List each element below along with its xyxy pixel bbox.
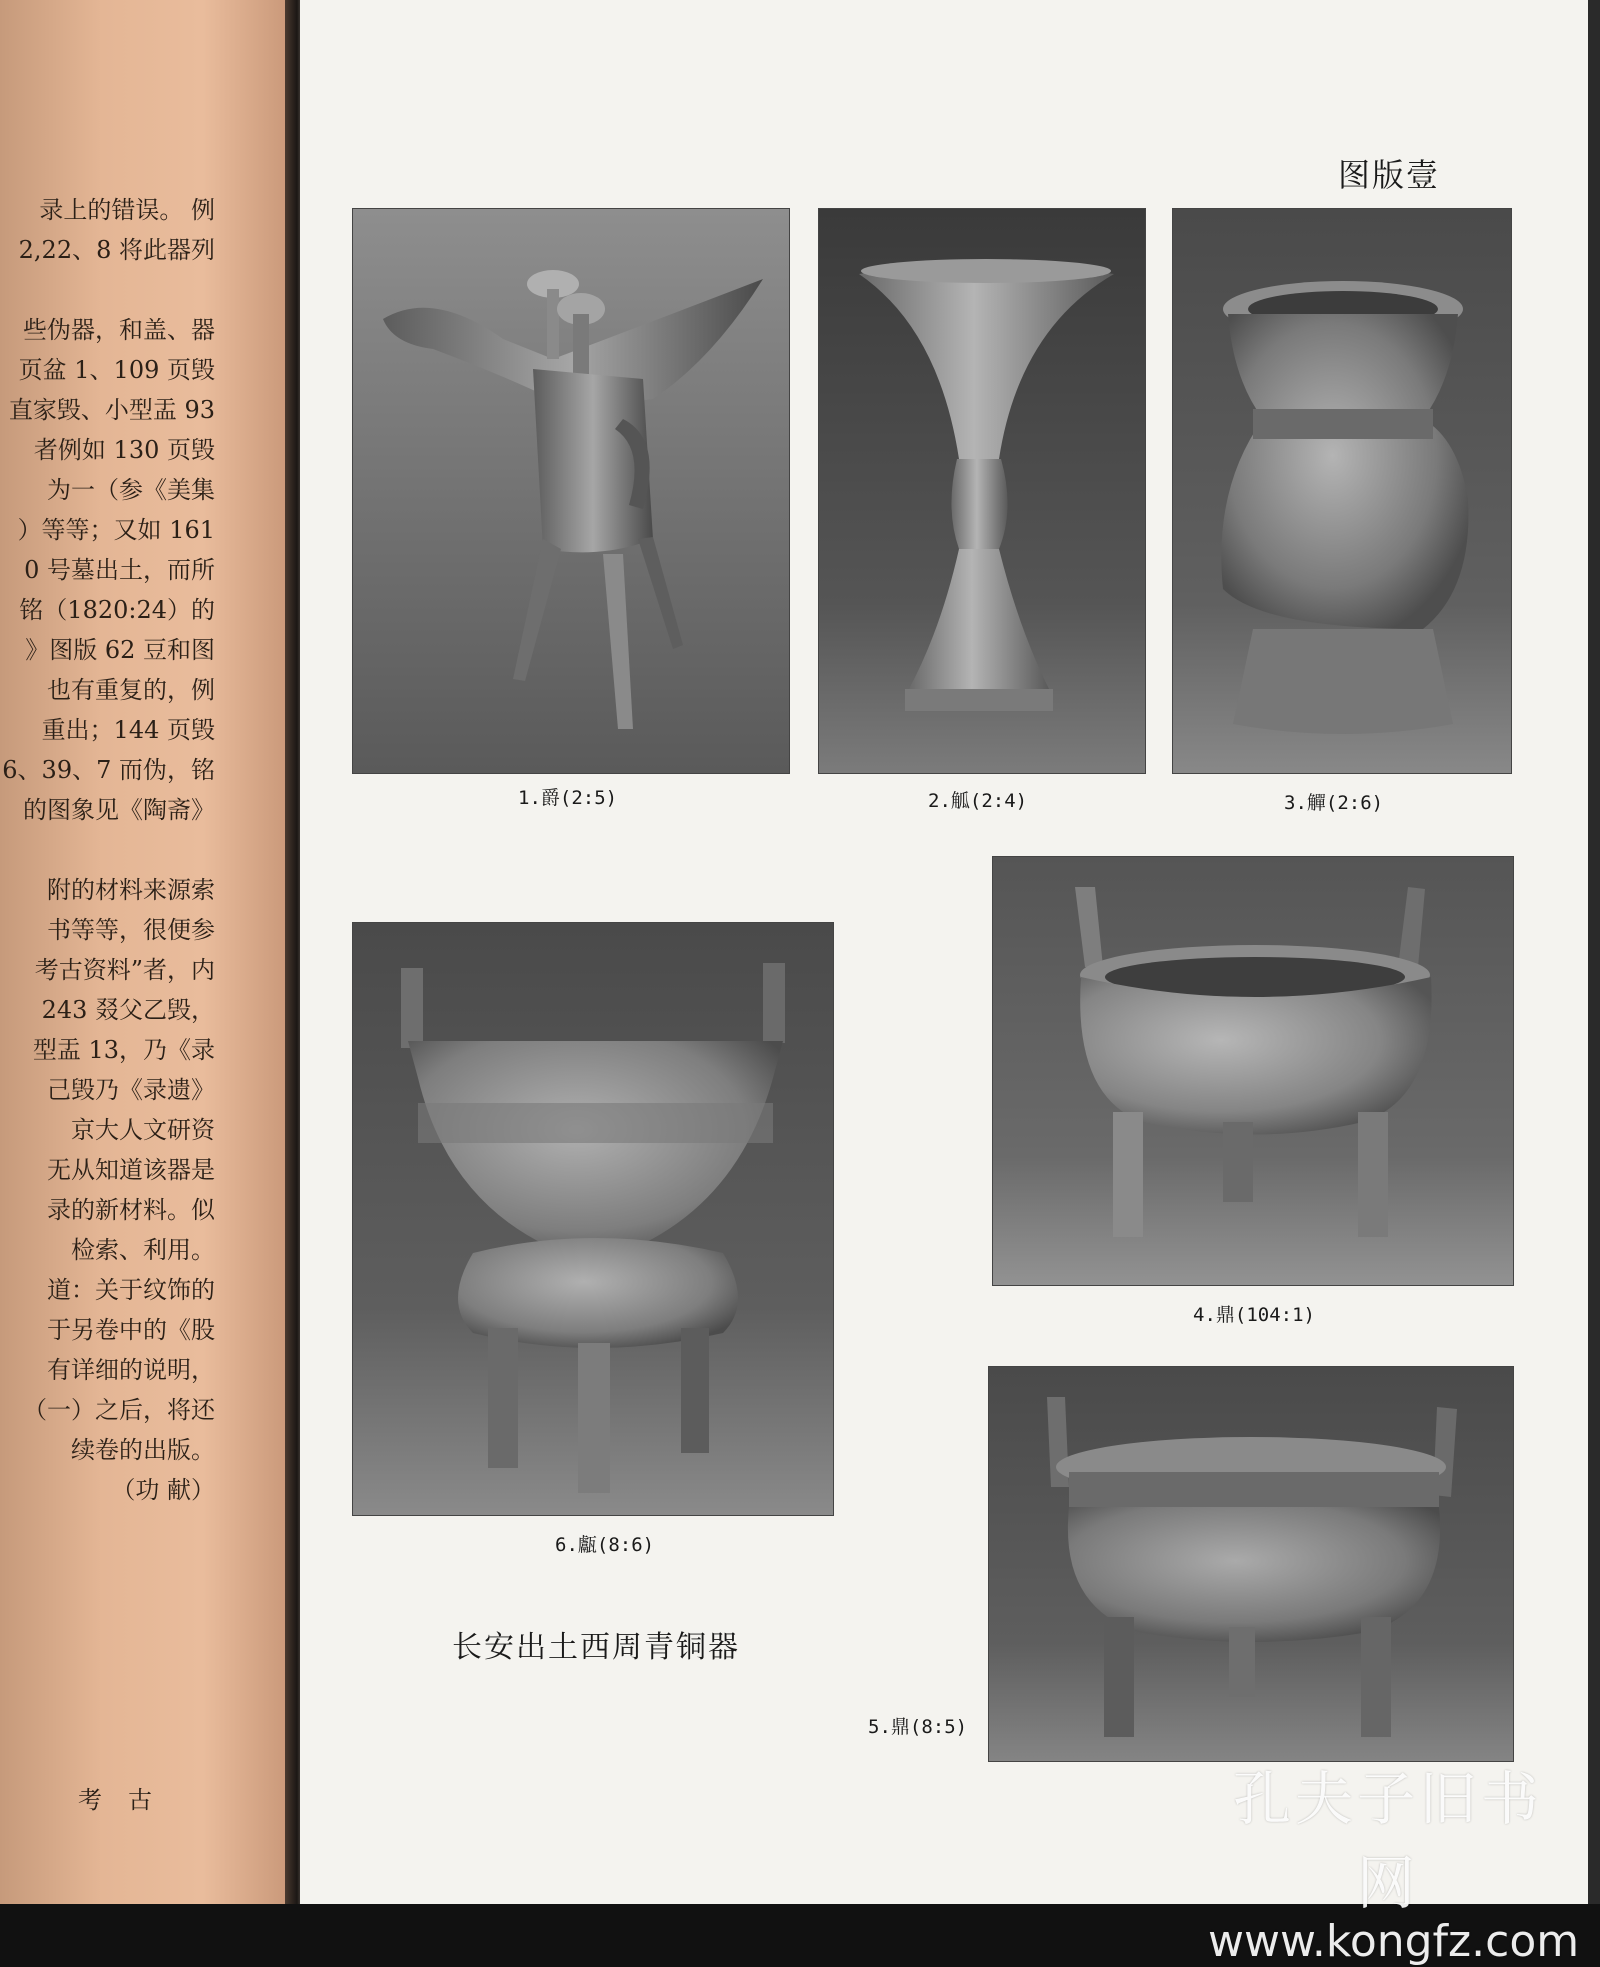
left-page-text bbox=[0, 190, 215, 1510]
text-line: 者例如 130 页毁 bbox=[33, 436, 215, 464]
text-line: 0 号墓出土，而所 bbox=[24, 556, 215, 584]
photo-ding-8 bbox=[988, 1366, 1514, 1762]
text-line: ）等等；又如 161 bbox=[17, 516, 215, 544]
ding-8-vessel-image bbox=[989, 1367, 1513, 1761]
text-line: 型盂 13，乃《录 bbox=[32, 1036, 215, 1064]
text-line: 243 叕父乙毁， bbox=[41, 996, 215, 1024]
text-line: 于另卷中的《股 bbox=[47, 1316, 215, 1344]
text-line: 铭（1820:24）的 bbox=[19, 596, 215, 624]
caption-ding-104: 4.鼎(104:1) bbox=[1193, 1304, 1315, 1326]
text-line: 6、39、7 而伪，铭 bbox=[2, 756, 215, 784]
text-line: 录上的错误。 例 bbox=[39, 196, 215, 224]
text-line: 书等等，很便参 bbox=[47, 916, 215, 944]
text-line: 页盆 1、109 页毁 bbox=[18, 356, 215, 384]
text-line: 有详细的说明， bbox=[47, 1356, 215, 1384]
page-edge bbox=[1588, 0, 1600, 1904]
ding-104-vessel-image bbox=[993, 857, 1513, 1285]
text-line: 京大人文研资 bbox=[71, 1116, 215, 1144]
text-line: 为一（参《美集 bbox=[47, 476, 215, 504]
text-line: 续卷的出版。 bbox=[71, 1436, 215, 1464]
text-line: 》图版 62 豆和图 bbox=[25, 636, 215, 664]
photo-ding-104 bbox=[992, 856, 1514, 1286]
yan-vessel-image bbox=[353, 923, 833, 1515]
text-line: 附的材料来源索 bbox=[47, 876, 215, 904]
gu-vessel-image bbox=[819, 209, 1145, 773]
text-line: 检索、利用。 bbox=[71, 1236, 215, 1264]
photo-zhi bbox=[1172, 208, 1512, 774]
photo-jue bbox=[352, 208, 790, 774]
text-line: 无从知道该器是 bbox=[47, 1156, 215, 1184]
caption-yan: 6.甗(8:6) bbox=[555, 1534, 655, 1556]
caption-ding-8: 5.鼎(8:5) bbox=[868, 1716, 968, 1738]
text-line: 录的新材料。似 bbox=[47, 1196, 215, 1224]
left-page bbox=[0, 0, 290, 1904]
plate-title: 图版壹 bbox=[1338, 156, 1441, 194]
text-line: 也有重复的，例 bbox=[47, 676, 215, 704]
photo-yan bbox=[352, 922, 834, 1516]
watermark-url: www.kongfz.com bbox=[1208, 1916, 1580, 1967]
text-line: （一）之后，将还 bbox=[23, 1396, 215, 1424]
caption-jue: 1.爵(2:5) bbox=[518, 787, 618, 809]
watermark-text: 孔夫子旧书网 bbox=[1232, 1765, 1543, 1917]
text-line: 重出；144 页毁 bbox=[41, 716, 215, 744]
text-line: 道：关于纹饰的 bbox=[47, 1276, 215, 1304]
text-line: 考古资料”者，内 bbox=[34, 956, 215, 984]
watermark bbox=[1208, 1752, 1580, 1967]
caption-zhi: 3.觶(2:6) bbox=[1284, 792, 1384, 814]
jue-vessel-image bbox=[353, 209, 789, 773]
plate-section-caption: 长安出土西周青铜器 bbox=[452, 1630, 740, 1665]
photo-gu bbox=[818, 208, 1146, 774]
text-line: 的图象见《陶斋》 bbox=[23, 796, 215, 824]
caption-gu: 2.觚(2:4) bbox=[928, 790, 1028, 812]
text-line: 些伪器，和盖、器 bbox=[23, 316, 215, 344]
zhi-vessel-image bbox=[1173, 209, 1511, 773]
text-line bbox=[0, 270, 215, 310]
text-line bbox=[0, 830, 215, 870]
text-line: 直家毁、小型盂 93 bbox=[8, 396, 215, 424]
text-line: （功 献） bbox=[111, 1476, 215, 1504]
text-line: 2,22、8 将此器列 bbox=[18, 236, 215, 264]
left-page-footer: 考古 bbox=[78, 1786, 178, 1814]
text-line: 己毁乃《录遗》 bbox=[47, 1076, 215, 1104]
